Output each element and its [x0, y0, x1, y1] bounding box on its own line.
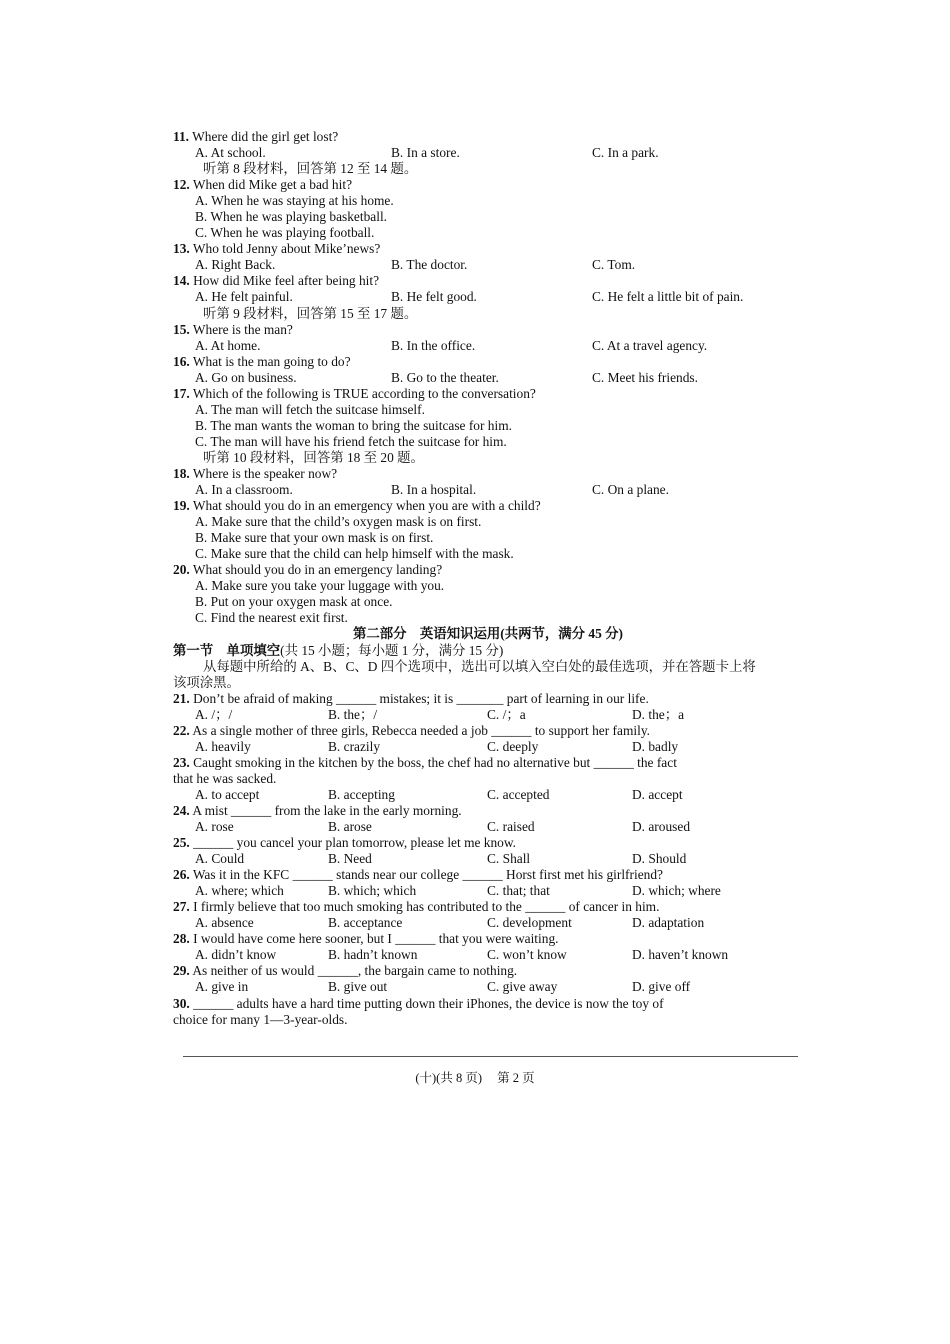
question-number: 29. — [173, 963, 190, 979]
options-21 — [173, 707, 803, 723]
options-28 — [173, 947, 803, 963]
question-26 — [173, 867, 803, 883]
question-21 — [173, 691, 803, 707]
option-a: A. The man will fetch the suitcase himself. — [195, 401, 425, 417]
option-c: C. give away — [487, 979, 558, 995]
listening-intro-9: 听第 9 段材料，回答第 15 至 17 题。 — [203, 305, 418, 321]
question-number: 11. — [173, 129, 189, 144]
question-text: ______ adults have a hard time putting down their iPhones, the device is now the toy of — [193, 995, 664, 1011]
question-28 — [173, 931, 803, 947]
question-19 — [173, 498, 803, 514]
question-text: A mist ______ from the lake in the early morning. — [192, 802, 462, 818]
option-b: B. give out — [328, 979, 388, 995]
question-number: 26. — [173, 867, 190, 883]
options-26 — [173, 883, 803, 899]
question-number: 18. — [173, 465, 190, 481]
option-a: A. heavily — [195, 738, 251, 754]
question-text: Which of the following is TRUE according to the conversation? — [192, 385, 536, 401]
question-number: 30. — [173, 995, 190, 1011]
options-27 — [173, 915, 803, 931]
option-c: C. Find the nearest exit first. — [195, 610, 348, 626]
option-a: A. Make sure that the child’s oxygen mask is on first. — [195, 514, 482, 530]
question-number: 17. — [173, 385, 190, 401]
option-a: A. give in — [195, 979, 249, 995]
option-a: A. When he was staying at his home. — [195, 193, 394, 209]
option-a: A. absence — [195, 915, 254, 931]
question-text: Who told Jenny about Mike’news? — [192, 241, 381, 257]
question-text: Where is the speaker now? — [192, 465, 338, 481]
exam-content — [173, 129, 803, 1028]
option-a: A. He felt painful. — [195, 289, 293, 305]
option-c: C. Tom. — [592, 257, 636, 273]
option-b: B. The doctor. — [391, 257, 468, 273]
question-11 — [173, 129, 803, 145]
option-a: A. Go on business. — [195, 369, 297, 385]
option-c: C. won’t know — [487, 947, 567, 963]
section-1-heading — [173, 643, 803, 659]
question-text: How did Mike feel after being hit? — [193, 273, 380, 289]
question-text: I firmly believe that too much smoking has contributed to the ______ of cancer in him. — [193, 899, 660, 915]
option-a: A. Could — [195, 851, 245, 867]
option-a: A. /；/ — [195, 706, 233, 722]
option-d: D. adaptation — [632, 915, 705, 931]
question-27 — [173, 899, 803, 915]
question-17 — [173, 386, 803, 402]
footer-divider — [183, 1056, 798, 1057]
option-c: C. raised — [487, 819, 535, 835]
option-c: C. In a park. — [592, 145, 659, 161]
options-16 — [173, 370, 803, 386]
question-number: 21. — [173, 690, 190, 706]
option-a: A. Make sure you take your luggage with you. — [195, 578, 445, 594]
option-b: B. accepting — [328, 786, 395, 802]
option-b: B. Make sure that your own mask is on first. — [195, 530, 434, 546]
option-c: C. development — [487, 915, 572, 931]
options-13 — [173, 257, 803, 273]
question-text: Where is the man? — [192, 321, 293, 337]
option-b: B. In a hospital. — [391, 482, 477, 498]
option-a: A. In a classroom. — [195, 482, 293, 498]
question-text: As a single mother of three girls, Rebecca needed a job ______ to support her family. — [192, 722, 650, 738]
exam-series-label: (十)(共 8 页) — [415, 1071, 482, 1085]
option-b: B. In the office. — [391, 337, 476, 353]
question-number: 22. — [173, 722, 190, 738]
question-30 — [173, 996, 803, 1012]
option-c: C. He felt a little bit of pain. — [592, 289, 744, 305]
option-b: B. He felt good. — [391, 289, 477, 305]
option-c: C. /；a — [487, 706, 526, 722]
question-22 — [173, 723, 803, 739]
question-15 — [173, 322, 803, 338]
question-number: 28. — [173, 931, 190, 947]
section-1-note: (共 15 小题；每小题 1 分，满分 15 分) — [280, 642, 504, 658]
question-number: 12. — [173, 177, 190, 193]
question-text: When did Mike get a bad hit? — [192, 177, 353, 193]
option-d: D. accept — [632, 786, 683, 802]
options-22 — [173, 739, 803, 755]
option-c: C. At a travel agency. — [592, 337, 708, 353]
option-c: C. When he was playing football. — [195, 225, 375, 241]
question-number: 13. — [173, 241, 190, 257]
option-a: A. At school. — [195, 145, 266, 161]
option-b: B. hadn’t known — [328, 947, 418, 963]
question-number: 23. — [173, 754, 190, 770]
question-text: Don’t be afraid of making ______ mistakes; it is _______ part of learning in our life. — [193, 690, 649, 706]
question-text: What should you do in an emergency when you are with a child? — [192, 498, 541, 514]
question-14 — [173, 273, 803, 289]
question-30-continued: choice for many 1—3-year-olds. — [173, 1011, 348, 1027]
option-d: D. badly — [632, 738, 679, 754]
question-29 — [173, 963, 803, 979]
option-a: A. rose — [195, 819, 234, 835]
option-a: A. to accept — [195, 786, 260, 802]
question-12 — [173, 177, 803, 193]
option-a: A. At home. — [195, 337, 261, 353]
option-c: C. Shall — [487, 851, 531, 867]
listening-intro-8: 听第 8 段材料，回答第 12 至 14 题。 — [203, 161, 418, 177]
question-23 — [173, 755, 803, 771]
question-number: 19. — [173, 498, 190, 514]
question-23-continued: that he was sacked. — [173, 770, 277, 786]
page-footer — [0, 1068, 950, 1086]
question-number: 16. — [173, 353, 190, 369]
option-b: B. which; which — [328, 883, 417, 899]
question-24 — [173, 803, 803, 819]
question-number: 15. — [173, 321, 190, 337]
question-text: Was it in the KFC ______ stands near our college ______ Horst first met his girlfriend? — [192, 867, 663, 883]
option-b: B. arose — [328, 819, 372, 835]
option-c: C. deeply — [487, 738, 539, 754]
question-text: I would have come here sooner, but I ______ that you were waiting. — [193, 931, 559, 947]
option-c: C. The man will have his friend fetch the suitcase for him. — [195, 433, 507, 449]
question-18 — [173, 466, 803, 482]
section-1-label: 第一节 单项填空 — [173, 642, 281, 658]
options-14 — [173, 289, 803, 305]
option-b: B. the；/ — [328, 706, 378, 722]
question-text: What should you do in an emergency landing? — [192, 562, 443, 578]
question-text: Where did the girl get lost? — [192, 129, 339, 144]
option-c: C. On a plane. — [592, 482, 669, 498]
question-text: Caught smoking in the kitchen by the boss, the chef had no alternative but ______ the fact — [193, 754, 677, 770]
option-d: D. aroused — [632, 819, 691, 835]
question-number: 27. — [173, 899, 190, 915]
options-11 — [173, 145, 803, 161]
option-b: B. acceptance — [328, 915, 403, 931]
options-15 — [173, 338, 803, 354]
option-c: C. accepted — [487, 786, 550, 802]
option-b: B. crazily — [328, 738, 381, 754]
question-13 — [173, 241, 803, 257]
instruction-line-1: 从每题中所给的 A、B、C、D 四个选项中，选出可以填入空白处的最佳选项，并在答题卡上将 — [203, 658, 756, 674]
instruction-line-2: 该项涂黑。 — [173, 674, 240, 690]
question-number: 24. — [173, 802, 190, 818]
option-b: B. Go to the theater. — [391, 369, 499, 385]
options-18 — [173, 482, 803, 498]
question-text: ______ you cancel your plan tomorrow, please let me know. — [193, 835, 517, 851]
option-b: B. Put on your oxygen mask at once. — [195, 594, 393, 610]
options-25 — [173, 851, 803, 867]
option-d: D. give off — [632, 979, 691, 995]
question-text: What is the man going to do? — [192, 353, 351, 369]
question-25 — [173, 835, 803, 851]
options-23 — [173, 787, 803, 803]
option-c: C. Meet his friends. — [592, 369, 698, 385]
listening-intro-10: 听第 10 段材料，回答第 18 至 20 题。 — [203, 449, 424, 465]
question-number: 14. — [173, 273, 190, 289]
option-a: A. didn’t know — [195, 947, 277, 963]
page-number: 第 2 页 — [497, 1071, 535, 1085]
option-b: B. Need — [328, 851, 372, 867]
option-b: B. In a store. — [391, 145, 460, 161]
option-d: D. the；a — [632, 706, 685, 722]
part-2-heading: 第二部分 英语知识运用(共两节，满分 45 分) — [352, 626, 624, 642]
option-a: A. where; which — [195, 883, 284, 899]
option-d: D. haven’t known — [632, 947, 729, 963]
question-text: As neither of us would ______, the bargain came to nothing. — [192, 963, 518, 979]
options-24 — [173, 819, 803, 835]
options-29 — [173, 979, 803, 995]
option-d: D. which; where — [632, 883, 721, 899]
question-number: 20. — [173, 562, 190, 578]
option-b: B. When he was playing basketball. — [195, 209, 388, 225]
option-d: D. Should — [632, 851, 687, 867]
question-number: 25. — [173, 835, 190, 851]
option-b: B. The man wants the woman to bring the suitcase for him. — [195, 417, 512, 433]
question-20 — [173, 562, 803, 578]
option-a: A. Right Back. — [195, 257, 276, 273]
question-16 — [173, 354, 803, 370]
option-c: C. Make sure that the child can help himself with the mask. — [195, 546, 514, 562]
option-c: C. that; that — [487, 883, 550, 899]
